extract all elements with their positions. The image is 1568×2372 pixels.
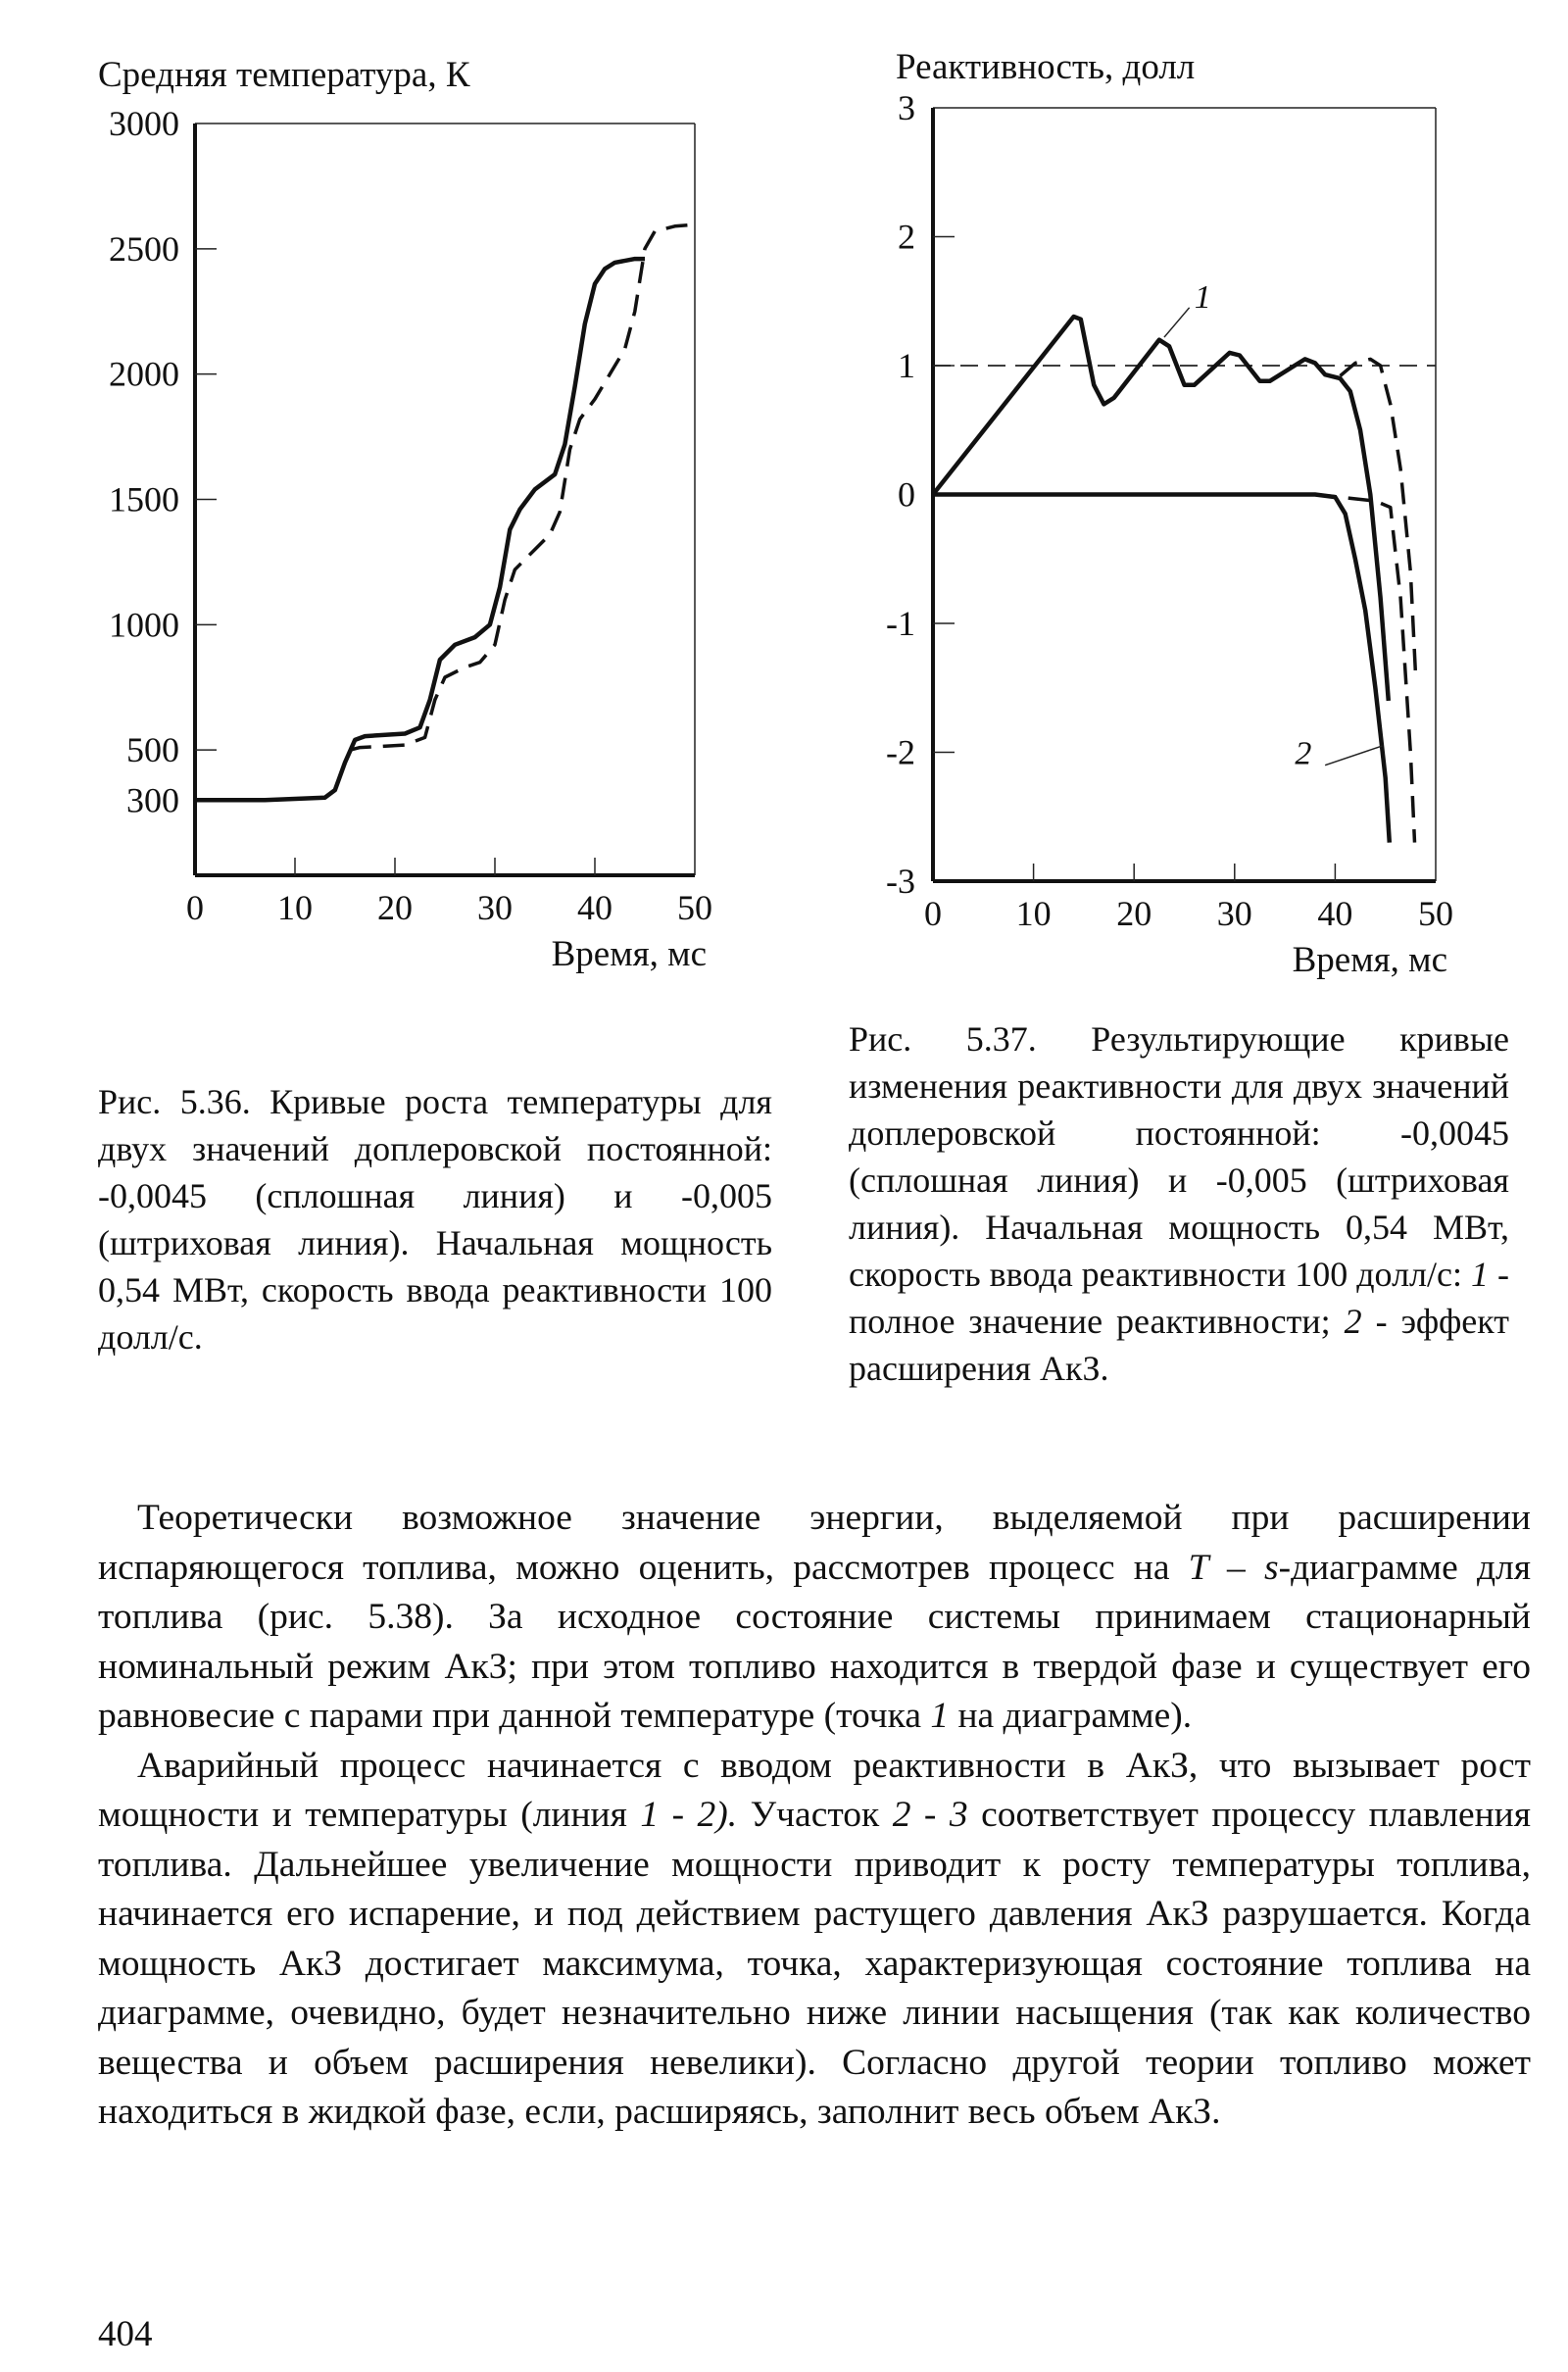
x-tick-label: 20: [377, 888, 413, 927]
x-tick-label: 0: [186, 888, 204, 927]
y-tick-label: 3000: [109, 104, 179, 143]
y-tick-label: 3: [898, 88, 915, 127]
figure-5-36-caption: Рис. 5.36. Кривые роста температуры для двух значений доплеровской постоянной: -0,0045 (сплошная линия) и -0,005 (штриховая линия). Начальная мощность 0,54 МВт, скорость ввода реактивности 100 долл/с.: [98, 1082, 772, 1357]
reactivity-chart: [0, 0, 1568, 1000]
series-line: [1315, 495, 1415, 843]
y-axis-title: Средняя температура, К: [98, 55, 470, 95]
caption-ref: 1: [1471, 1255, 1489, 1294]
caption-text: - эффект расширения АкЗ.: [849, 1302, 1509, 1388]
y-tick-label: 1500: [109, 479, 179, 519]
y-tick-label: 2000: [109, 354, 179, 394]
y-axis-title: Реактивность, долл: [896, 47, 1196, 87]
text: Теоретически возможное значение энергии, выделяемой при расширении испаряющегося топлива, можно оценить, рассмотрев процесс на: [98, 1498, 1531, 1588]
body-text: [98, 1494, 1531, 2138]
text: Аварийный процесс начинается с вводом реактивности в АкЗ, что вызывает рост мощности и температуры (линия: [98, 1745, 1531, 1835]
y-tick-label: -3: [886, 862, 915, 901]
annotation-leader-2: [1325, 746, 1382, 766]
caption-text: - полное значение реактивности;: [849, 1255, 1509, 1341]
paragraph-2: [98, 1742, 1531, 2138]
text: соответствует процессу плавления топлива. Дальнейшее увеличение мощности приводит к росту температуры топлива, начинается его испарение, и под действием растущего давления АкЗ разрушается. Когда мощность АкЗ достигает максимума, точка, характеризующая состояние топлива на диаграмме, очевидно, будет незначительно ниже линии насыщения (так как количество вещества и объем расширения невелики). Согласно другой теории топливо может находиться в жидкой фазе, если, расширяясь, заполнит весь объем АкЗ.: [98, 1795, 1531, 2132]
text-italic: T – s: [1188, 1547, 1279, 1588]
paragraph-1: [98, 1494, 1531, 1742]
caption-text: Рис. 5.37. Результирующие кривые изменения реактивности для двух значений доплеровской постоянной: -0,0045 (сплошная линия) и -0,005 (штриховая линия). Начальная мощность 0,54 МВт, скорость ввода реактивности 100 долл/с:: [849, 1019, 1509, 1294]
y-tick-label: -2: [886, 732, 915, 772]
annotation-label-1: 1: [1194, 278, 1211, 316]
y-tick-label: 2500: [109, 228, 179, 269]
x-tick-label: 0: [924, 894, 942, 933]
x-tick-label: 10: [277, 888, 313, 927]
x-axis-title: Время, мс: [1292, 940, 1447, 980]
y-tick-label: 1: [898, 346, 915, 385]
y-tick-label: 500: [126, 730, 179, 770]
y-tick-label: -1: [886, 604, 915, 643]
x-tick-label: 40: [1317, 894, 1353, 933]
x-axis-title: Время, мс: [551, 934, 707, 974]
series-line: [933, 495, 1390, 843]
y-tick-label: 2: [898, 217, 915, 257]
series-line: [933, 317, 1389, 701]
x-tick-label: 50: [1418, 894, 1453, 933]
y-tick-label: 300: [126, 780, 179, 820]
x-tick-label: 20: [1116, 894, 1152, 933]
text-italic: 1 - 2).: [640, 1795, 738, 1835]
caption-ref: 2: [1344, 1302, 1362, 1341]
text: на диаграмме).: [949, 1696, 1193, 1736]
text-italic: 1: [930, 1696, 950, 1736]
x-tick-label: 30: [477, 888, 513, 927]
x-tick-label: 30: [1216, 894, 1252, 933]
x-tick-label: 10: [1015, 894, 1052, 933]
figure-5-37-caption: [849, 1015, 1509, 1392]
annotation-label-2: 2: [1295, 735, 1312, 772]
text-italic: 2 - 3: [892, 1795, 968, 1835]
y-tick-label: 0: [898, 474, 915, 515]
x-tick-label: 50: [677, 888, 712, 927]
text: -диаграмме для топлива (рис. 5.38). За исходное состояние системы принимаем стационарный номинальный режим АкЗ; при этом топливо находится в твердой фазе и существует его равновесие с парами при данной температуре (точка: [98, 1547, 1531, 1736]
y-tick-label: 1000: [109, 605, 179, 645]
series-line: [1341, 359, 1416, 674]
x-tick-label: 40: [577, 888, 612, 927]
annotation-leader-1: [1164, 308, 1190, 337]
text: Участок: [737, 1795, 893, 1835]
page-number: 404: [98, 2314, 153, 2354]
